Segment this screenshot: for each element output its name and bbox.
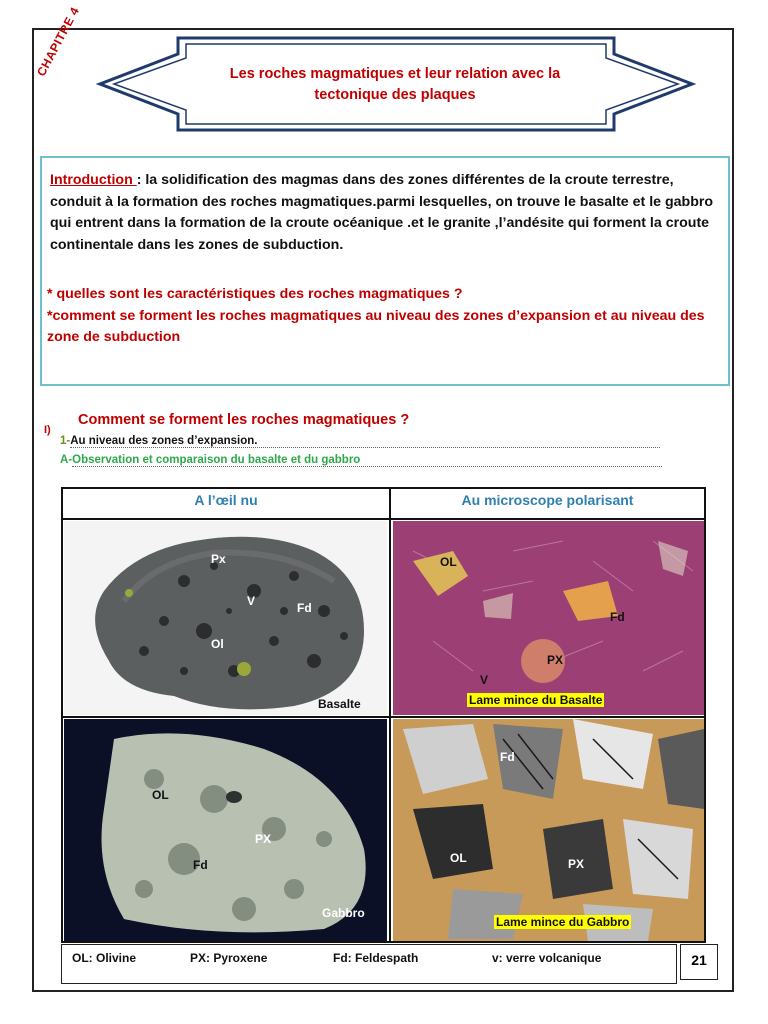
- column-header-naked-eye: A l’œil nu: [194, 492, 258, 508]
- thin-basalte-label-ol: OL: [440, 555, 457, 569]
- gabbro-thin-section: [393, 719, 704, 941]
- legend-px: PX: Pyroxene: [190, 951, 268, 965]
- section-title: Comment se forment les roches magmatiques ?: [78, 412, 410, 428]
- basalte-label-fd: Fd: [297, 601, 312, 615]
- subsection-1: [60, 435, 680, 448]
- question-2: *comment se forment les roches magmatiques au niveau des zones d’expansion et au niveau des zone de subduction: [47, 307, 705, 345]
- subsection-1-text: Au niveau des zones d’expansion.: [70, 435, 660, 448]
- intro-paragraph: [50, 170, 720, 256]
- thin-basalte-label-px: PX: [547, 653, 564, 667]
- gabbro-label-px: PX: [255, 832, 272, 846]
- gabbro-label-fd: Fd: [193, 858, 208, 872]
- thin-basalte-caption: Lame mince du Basalte: [469, 693, 603, 707]
- table-divider: [61, 518, 706, 520]
- table-divider: [61, 716, 706, 718]
- basalte-label-ol: Ol: [211, 637, 224, 651]
- thin-gabbro-label-ol: OL: [450, 851, 467, 865]
- page-title: [180, 64, 610, 106]
- thin-basalte-label-fd: Fd: [610, 610, 625, 624]
- thin-gabbro-caption: Lame mince du Gabbro: [496, 915, 630, 929]
- subsection-1-number: 1-: [60, 435, 71, 447]
- subsection-a-text: Observation et comparaison du basalte et du gabbro: [72, 454, 662, 467]
- basalte-label-px: Px: [211, 552, 226, 566]
- page-number: 21: [680, 944, 718, 980]
- table-divider: [389, 487, 391, 943]
- legend-box: [61, 944, 677, 984]
- basalte-label-v: V: [247, 594, 256, 608]
- section-number: I): [44, 424, 51, 436]
- basalte-caption: Basalte: [318, 697, 361, 711]
- chapter-label: CHAPITRE 4: [34, 4, 83, 79]
- questions: [47, 284, 717, 349]
- intro-label: Introduction: [50, 172, 137, 188]
- gabbro-caption: Gabbro: [322, 906, 365, 920]
- thin-gabbro-label-fd: Fd: [500, 750, 515, 764]
- thin-gabbro-label-px: PX: [568, 857, 585, 871]
- question-1: * quelles sont les caractéristiques des roches magmatiques ?: [47, 286, 463, 302]
- basalte-photo: [64, 521, 387, 715]
- column-header-microscope: Au microscope polarisant: [461, 492, 634, 508]
- gabbro-label-ol: OL: [152, 788, 169, 802]
- thin-basalte-label-v: V: [480, 673, 489, 687]
- title-line-2: tectonique des plaques: [314, 87, 476, 103]
- basalte-thin-section: [393, 521, 704, 715]
- legend-v: v: verre volcanique: [492, 951, 602, 965]
- legend-fd: Fd: Feldespath: [333, 951, 419, 965]
- intro-text: : la solidification des magmas dans des zones différentes de la croute terrestre, conduit à la formation des roches magmatiques.parmi lesquelles, on trouve le basalte et le gabbro qui entrent dans la formation de la croute océanique .et le granite ,l’andésite qui forment la croute continentale dans les zones de subduction.: [50, 172, 714, 253]
- legend-ol: OL: Olivine: [72, 951, 137, 965]
- title-line-1: Les roches magmatiques et leur relation avec la: [229, 66, 561, 82]
- subsection-a-number: A-: [60, 454, 73, 466]
- subsection-a: [60, 454, 680, 467]
